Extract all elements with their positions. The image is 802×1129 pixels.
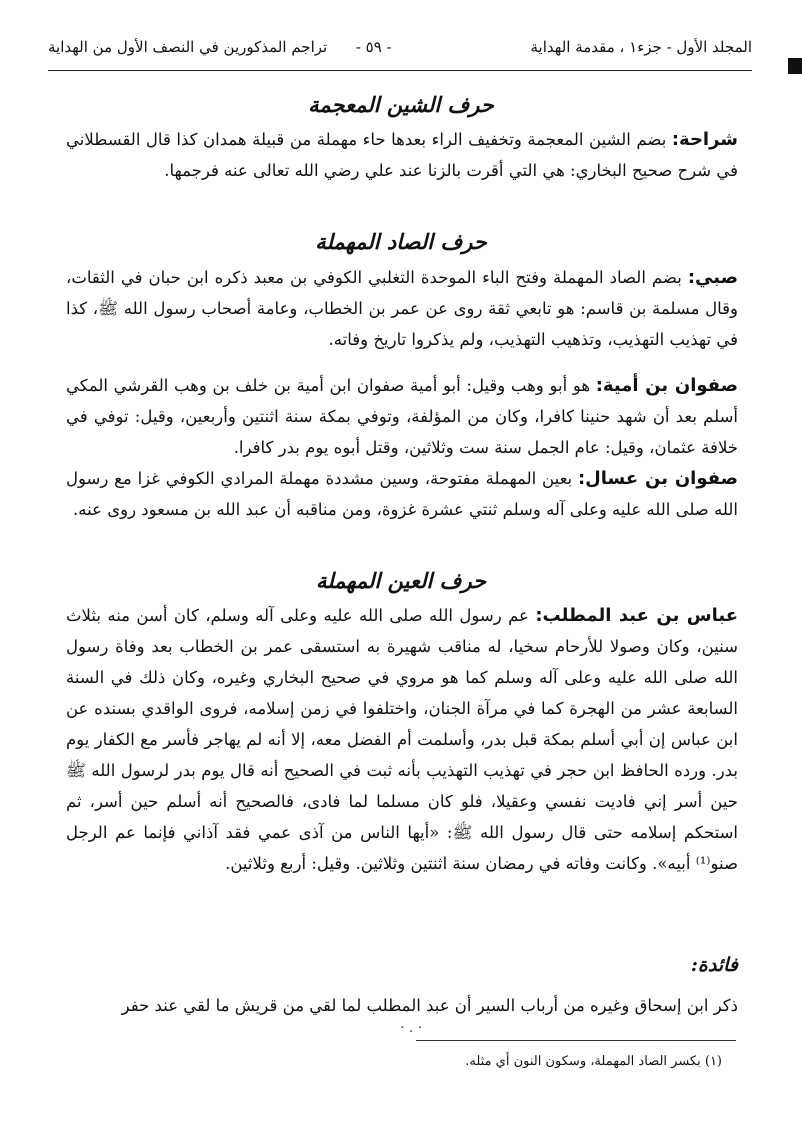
entry-subayy [66, 262, 738, 355]
page-number: - ٥٩ - [355, 38, 392, 56]
entry-name: صفوان بن أمية: [595, 375, 739, 396]
entry-name: شراحة: [671, 129, 738, 150]
footnote-rule [416, 1040, 736, 1041]
section-heading-sad: حرف الصاد المهملة [315, 229, 487, 254]
entry-text: عم رسول الله صلى الله عليه وعلى آله وسلم، كان أسن منه بثلاث سنين، وكان وصولا للأرحام سخيا، له مناقب شهيرة به استسقى عمر بن الخطاب بعد وفاة رسول الله صلى الله عليه وعلى آله وسلم كما هو مروي في صحيح البخاري وغيره، وكان ذلك في السنة السابعة عشر من الهجرة كما في مرآة الجنان، واختلفوا في زمن إسلامه، فروى الواقدي بسنده عن ابن عباس إن أبي أسلم بمكة قبل بدر، وأسلمت أم الفضل معه، إلا أنه لم يهاجر فأسر مع الكفار يوم بدر. ورده الحافظ ابن حجر في تهذيب التهذيب بأنه ثبت في الصحيح أنه قال يوم بدر لرسول الله ﷺ حين أسر إني فاديت نفسي وعقيلا، فلو كان مسلما لما فادى، فالصحيح أنه أسلم حين أسر، ثم استحكم إسلامه حتى قال رسول الله ﷺ: «أيها الناس من آذى عمي فقد آذاني فإنما عم الرجل صنو⁽¹⁾ أبيه». وكانت وفاته في رمضان سنة اثنتين وثلاثين. وقيل: أربع وثلاثين. [66, 606, 738, 873]
entry-shuraha [66, 124, 738, 186]
entry-text: بضم الصاد المهملة وفتح الباء الموحدة التغلبي الكوفي بن معبد ذكره ابن حبان في الثقات، وقال مسلمة بن قاسم: هو تابعي ثقة روى عن عمر بن الخطاب، وعامة أصحاب رسول الله ﷺ، كذا في تهذيب التهذيب، وتذهيب التهذيب، ولم يذكروا تاريخ وفاته. [66, 268, 738, 349]
running-header [48, 38, 752, 66]
entry-text: بعين المهملة مفتوحة، وسين مشددة مهملة المرادي الكوفي غزا مع رسول الله صلى الله عليه وعلى آله وسلم ثنتي عشرة غزوة، ومن مناقبه أن عبد الله بن مسعود روى عنه. [66, 469, 738, 519]
section-title: تراجم المذكورين في النصف الأول من الهداية [48, 38, 328, 56]
header-rule [48, 70, 752, 71]
print-speck: · . · [400, 1020, 423, 1036]
entry-name: صبي: [687, 267, 739, 288]
entry-abbas [66, 600, 738, 879]
volume-info: المجلد الأول - جزء١ ، مقدمة الهداية [530, 38, 752, 56]
faida-heading: فائدة: [690, 954, 738, 976]
entry-name: صفوان بن عسال: [577, 468, 738, 489]
footnote: (١) بكسر الصاد المهملة، وسكون النون أي مثله. [465, 1054, 722, 1069]
faida-text: ذكر ابن إسحاق وغيره من أرباب السير أن عبد المطلب لما لقي من قريش ما لقي عند حفر [121, 996, 738, 1015]
page-edge-mark [788, 58, 802, 74]
entry-safwan-assal [66, 463, 738, 525]
entry-text: هو أبو وهب وقيل: أبو أمية صفوان ابن أمية بن خلف بن وهب القرشي المكي أسلم بعد أن شهد حنينا كافرا، وكان من المؤلفة، وتوفي بمكة سنة اثنتين وأربعين، وقيل: توفي في خلافة عثمان، وقيل: عام الجمل سنة ست وثلاثين، وقتل أبوه يوم بدر كافرا. [66, 376, 738, 457]
entry-name: عباس بن عبد المطلب: [535, 605, 738, 626]
section-heading-ayn: حرف العين المهملة [315, 568, 487, 593]
header-left-group [48, 38, 392, 56]
section-heading-shin: حرف الشين المعجمة [308, 92, 494, 117]
entry-text: بضم الشين المعجمة وتخفيف الراء بعدها حاء مهملة من قبيلة همدان كذا قال القسطلاني في شرح صحيح البخاري: هي التي أقرت بالزنا عند علي رضي الله تعالى عنه فرجمها. [66, 130, 738, 180]
entry-safwan-umayya [66, 370, 738, 463]
